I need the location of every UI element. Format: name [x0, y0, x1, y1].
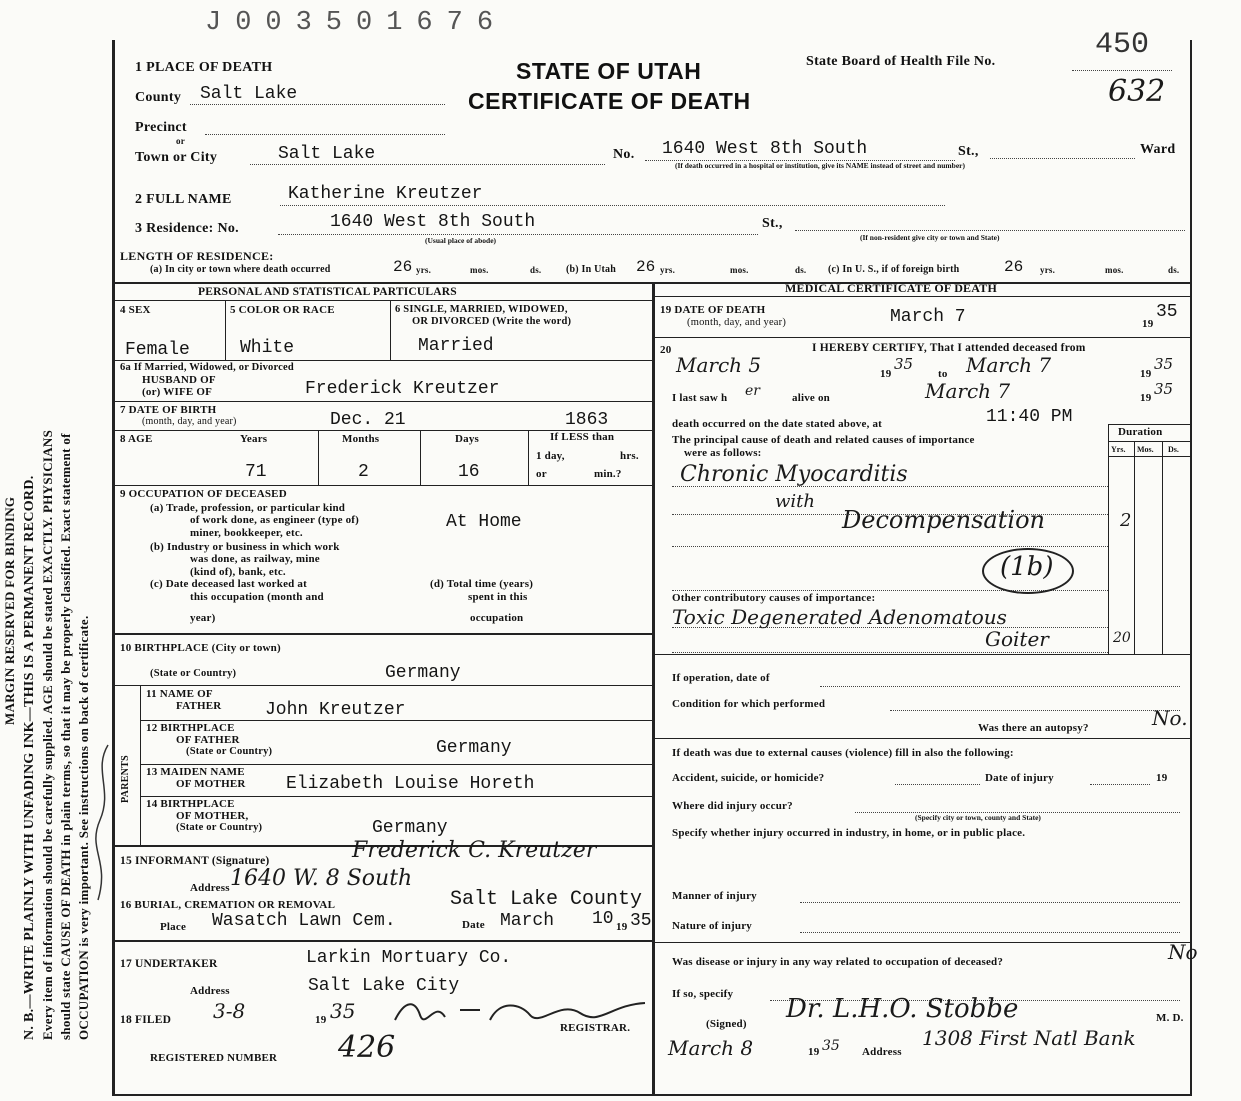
spouse-label-2: HUSBAND OF	[142, 374, 216, 386]
dod-num: 19 DATE OF DEATH	[660, 304, 766, 316]
informant-address-label: Address	[190, 882, 230, 894]
registered-number: 426	[338, 1030, 396, 1065]
occ-related-value: No	[1168, 940, 1198, 964]
months-label: Months	[342, 433, 380, 445]
informant-label: 15 INFORMANT (Signature)	[120, 855, 270, 867]
cause-1: Chronic Myocarditis	[680, 462, 908, 487]
physician-signature: Dr. L.H.O. Stobbe	[786, 994, 1019, 1024]
father-label-1: 11 NAME OF	[146, 688, 213, 700]
dob-year: 1863	[565, 410, 609, 430]
days-label: Days	[455, 433, 480, 445]
father-value: John Kreutzer	[265, 700, 406, 720]
from-year-prefix: 19	[880, 368, 892, 380]
attended-from: March 5	[676, 353, 762, 377]
place-of-death-heading: 1 PLACE OF DEATH	[135, 60, 273, 75]
external-label: If death was due to external causes (violence) fill in also the following:	[672, 747, 1014, 759]
last-saw-label: I last saw h	[672, 392, 728, 404]
hospital-note: (If death occurred in a hospital or institution, give its NAME instead of street and number)	[675, 161, 966, 170]
sex-value: Female	[125, 340, 190, 360]
yrs-b: yrs.	[660, 265, 676, 275]
residence-city-label: (a) In city or town where death occurred	[150, 264, 331, 275]
burial-place-label: Place	[160, 921, 187, 933]
burial-date-day: 10	[592, 909, 614, 929]
column-divider	[652, 282, 655, 1094]
burial-year: 35	[630, 911, 652, 931]
street-number-label: No.	[613, 147, 635, 162]
dob-label-2: (month, day, and year)	[142, 416, 237, 427]
dod-label-2: (month, day, and year)	[687, 317, 787, 328]
residence-label: 3 Residence: No.	[135, 221, 239, 236]
filed-year-prefix: 19	[315, 1014, 327, 1026]
father-birthplace-value: Germany	[436, 738, 512, 758]
spouse-label-1: 6a If Married, Widowed, or Divorced	[120, 362, 294, 373]
occ-related-label: Was disease or injury in any way related to occupation of deceased?	[672, 956, 1004, 968]
ds-c: ds.	[1168, 265, 1180, 275]
medical-heading: MEDICAL CERTIFICATE OF DEATH	[785, 281, 997, 295]
occupation-d3: occupation	[470, 612, 524, 624]
cause-3-duration: 2	[1120, 510, 1132, 531]
operation-label: If operation, date of	[672, 672, 770, 684]
marital-label-1: 6 SINGLE, MARRIED, WIDOWED,	[395, 304, 568, 315]
file-number-handwritten: 632	[1108, 74, 1166, 109]
signed-label: (Signed)	[706, 1018, 747, 1030]
mother-birthplace-value: Germany	[372, 818, 448, 838]
or-label: or	[176, 136, 185, 146]
sign-year-prefix: 19	[808, 1046, 820, 1058]
residence-city-years: 26	[393, 258, 413, 276]
contrib-1: Toxic Degenerated Adenomatous	[672, 605, 1007, 629]
duration-label: Duration	[1118, 426, 1163, 438]
birthplace-label: 10 BIRTHPLACE (City or town)	[120, 642, 281, 654]
where-label: Where did injury occur?	[672, 800, 793, 812]
father-birthplace-label-3: (State or Country)	[186, 746, 273, 757]
cause-label-1: The principal cause of death and related causes of importance	[672, 434, 975, 446]
certify-num: 20	[660, 344, 672, 356]
town-label: Town or City	[135, 150, 218, 165]
parents-label: PARENTS	[120, 754, 131, 803]
spouse-value: Frederick Kreutzer	[305, 379, 500, 399]
spouse-label-3: (or) WIFE OF	[142, 386, 213, 398]
dob-label-1: 7 DATE OF BIRTH	[120, 404, 217, 416]
ds-b: ds.	[795, 265, 807, 275]
condition-label: Condition for which performed	[672, 698, 826, 710]
father-birthplace-label-1: 12 BIRTHPLACE	[146, 722, 235, 734]
filed-year: 35	[330, 999, 356, 1023]
file-number-label: State Board of Health File No.	[806, 54, 996, 69]
residence-utah-label: (b) In Utah	[566, 264, 616, 275]
mother-birthplace-label-1: 14 BIRTHPLACE	[146, 798, 235, 810]
burial-place: Wasatch Lawn Cem.	[212, 911, 396, 931]
mos-c: mos.	[1105, 265, 1124, 275]
filed-date: 3-8	[213, 999, 246, 1023]
nonresident-note: (If non-resident give city or town and State)	[860, 233, 1000, 242]
occupation-b3: (kind of), bank, etc.	[190, 566, 286, 578]
burial-date: March	[500, 911, 555, 931]
sign-date: March 8	[668, 1036, 754, 1060]
age-months: 2	[358, 462, 369, 482]
ward-label: Ward	[1140, 142, 1176, 157]
marital-value: Married	[418, 336, 494, 356]
duration-yrs: Yrs.	[1111, 445, 1126, 454]
town-value: Salt Lake	[278, 144, 376, 164]
side-note-1: N. B.—WRITE PLAINLY WITH UNFADING INK—THIS IS A PERMANENT RECORD.	[22, 475, 37, 1040]
burial-date-label: Date	[462, 919, 485, 931]
mother-label-1: 13 MAIDEN NAME	[146, 766, 245, 778]
cause-3: Decompensation	[842, 506, 1045, 534]
state-title: STATE OF UTAH	[516, 58, 702, 84]
mother-label-2: OF MOTHER	[176, 778, 246, 790]
filed-label: 18 FILED	[120, 1014, 172, 1026]
mother-value: Elizabeth Louise Horeth	[286, 774, 535, 794]
occupation-a3: miner, bookkeeper, etc.	[190, 527, 303, 539]
accident-label: Accident, suicide, or homicide?	[672, 772, 825, 784]
attended-to: March 7	[966, 353, 1052, 377]
or-min-label: or	[536, 468, 547, 480]
undertaker-value: Larkin Mortuary Co.	[306, 948, 512, 968]
age-years: 71	[245, 462, 267, 482]
dod-year-prefix: 19	[1142, 318, 1154, 330]
alive-label: alive on	[792, 392, 830, 404]
usual-abode-note: (Usual place of abode)	[425, 236, 497, 245]
sign-year: 35	[822, 1038, 840, 1054]
file-number: 450	[1095, 28, 1150, 62]
dob-value: Dec. 21	[330, 410, 406, 430]
occupation-b1: (b) Industry or business in which work	[150, 541, 340, 553]
injury-date-label: Date of injury	[985, 772, 1054, 784]
if-so-label: If so, specify	[672, 988, 734, 1000]
cause-label-2: were as follows:	[684, 447, 762, 459]
registrar-label: REGISTRAR.	[560, 1022, 631, 1034]
burial-year-prefix: 19	[616, 921, 628, 933]
occupation-c1: (c) Date deceased last worked at	[150, 578, 307, 590]
dod-value: March 7	[890, 307, 966, 327]
to-year-prefix: 19	[1140, 368, 1152, 380]
alive-on: March 7	[925, 379, 1011, 403]
residence-value: 1640 West 8th South	[330, 212, 536, 232]
injury-year: 19	[1156, 772, 1168, 784]
birthplace-value: Germany	[385, 663, 461, 683]
side-note-4: OCCUPATION is very important. See instructions on back of certificate.	[76, 615, 91, 1040]
informant-address: 1640 W. 8 South	[230, 866, 413, 891]
full-name-value: Katherine Kreutzer	[288, 184, 483, 204]
autopsy-label: Was there an autopsy?	[978, 722, 1089, 734]
residence-us-label: (c) In U. S., if of foreign birth	[828, 264, 960, 275]
street-suffix-label: St.,	[958, 144, 979, 159]
less-label-2: 1 day,	[536, 450, 565, 462]
occupation-c3: year)	[190, 612, 216, 624]
informant-signature: Frederick C. Kreutzer	[352, 838, 597, 863]
physician-address: 1308 First Natl Bank	[922, 1026, 1136, 1050]
length-of-residence-label: LENGTH OF RESIDENCE:	[120, 249, 274, 263]
occupation-c2: this occupation (month and	[190, 591, 324, 603]
ds-a: ds.	[530, 265, 542, 275]
color-label: 5 COLOR OR RACE	[230, 304, 335, 316]
certificate-title: CERTIFICATE OF DEATH	[468, 88, 751, 114]
residence-us-years: 26	[1004, 258, 1024, 276]
personal-heading: PERSONAL AND STATISTICAL PARTICULARS	[198, 286, 457, 298]
side-note-3: should state CAUSE OF DEATH in plain terms, so that it may be properly classified. Exact statement of	[58, 433, 73, 1040]
nature-label: Nature of injury	[672, 920, 752, 932]
to-label: to	[938, 368, 948, 380]
occupation-value: At Home	[446, 512, 522, 532]
margin-handwriting	[88, 740, 118, 910]
cause-code: (1b)	[1000, 552, 1054, 582]
cause-2: with	[775, 491, 815, 512]
occupation-a1: (a) Trade, profession, or particular kind	[150, 502, 346, 514]
street-value: 1640 West 8th South	[662, 139, 868, 159]
left-border	[112, 40, 115, 1095]
color-value: White	[240, 338, 295, 358]
duration-ds: Ds.	[1168, 445, 1179, 454]
county-label: County	[135, 90, 182, 105]
specify-label: Specify whether injury occurred in industry, in home, or in public place.	[672, 827, 1026, 839]
less-label-1: If LESS than	[550, 431, 615, 443]
occupation-d2: spent in this	[468, 591, 528, 603]
undertaker-address: Salt Lake City	[308, 976, 460, 996]
registered-number-label: REGISTERED NUMBER	[150, 1052, 278, 1064]
last-saw-value: er	[745, 383, 760, 399]
occurred-label: death occurred on the date stated above, at	[672, 418, 883, 430]
alive-year: 35	[1154, 380, 1174, 398]
burial-label: 16 BURIAL, CREMATION OR REMOVAL	[120, 899, 336, 911]
min-label: min.?	[594, 468, 622, 480]
contrib-2: Goiter	[985, 627, 1049, 651]
right-border	[1190, 40, 1192, 1095]
md-label: M. D.	[1156, 1012, 1184, 1024]
residence-utah-years: 26	[636, 258, 656, 276]
precinct-label: Precinct	[135, 120, 187, 135]
father-birthplace-label-2: OF FATHER	[176, 734, 240, 746]
yrs-c: yrs.	[1040, 265, 1056, 275]
undertaker-address-label: Address	[190, 985, 230, 997]
birthplace-state-label: (State or Country)	[150, 668, 237, 679]
physician-address-label: Address	[862, 1046, 902, 1058]
hrs-label: hrs.	[620, 450, 639, 462]
registrar-signature	[390, 995, 655, 1025]
autopsy-value: No.	[1152, 706, 1188, 730]
bottom-border	[112, 1094, 1192, 1096]
full-name-label: 2 FULL NAME	[135, 192, 232, 207]
father-label-2: FATHER	[176, 700, 222, 712]
years-label: Years	[240, 433, 268, 445]
mother-birthplace-label-2: OF MOTHER,	[176, 810, 249, 822]
certify-label: I HEREBY CERTIFY, That I attended deceased from	[812, 342, 1086, 354]
manner-label: Manner of injury	[672, 890, 757, 902]
residence-st-label: St.,	[762, 216, 783, 231]
county-value: Salt Lake	[200, 84, 298, 104]
mos-b: mos.	[730, 265, 749, 275]
mos-a: mos.	[470, 265, 489, 275]
where-note: (Specify city or town, county and State)	[915, 813, 1041, 822]
burial-value: Salt Lake County	[450, 888, 643, 911]
dod-year: 35	[1156, 302, 1178, 322]
marital-label-2: OR DIVORCED (Write the word)	[412, 316, 572, 327]
margin-note: MARGIN RESERVED FOR BINDING	[2, 496, 17, 725]
occupation-d1: (d) Total time (years)	[430, 578, 534, 590]
serial-number: J003501676	[205, 8, 508, 38]
occupation-b2: was done, as railway, mine	[190, 553, 320, 565]
contrib-duration: 20	[1113, 630, 1131, 646]
occupation-label: 9 OCCUPATION OF DECEASED	[120, 488, 287, 500]
side-note-2: Every item of information should be carefully supplied. AGE should be stated EXACTLY. PHYSICIANS	[40, 429, 55, 1040]
death-time: 11:40 PM	[986, 407, 1073, 427]
undertaker-label: 17 UNDERTAKER	[120, 958, 218, 970]
sex-label: 4 SEX	[120, 304, 151, 316]
occupation-a2: of work done, as engineer (type of)	[190, 514, 360, 526]
to-year: 35	[1154, 355, 1174, 373]
contrib-label: Other contributory causes of importance:	[672, 592, 876, 604]
alive-year-prefix: 19	[1140, 392, 1152, 404]
from-year: 35	[894, 355, 914, 373]
age-label: 8 AGE	[120, 433, 153, 445]
duration-mos: Mos.	[1137, 445, 1154, 454]
yrs-a: yrs.	[416, 265, 432, 275]
mother-birthplace-label-3: (State or Country)	[176, 822, 263, 833]
age-days: 16	[458, 462, 480, 482]
